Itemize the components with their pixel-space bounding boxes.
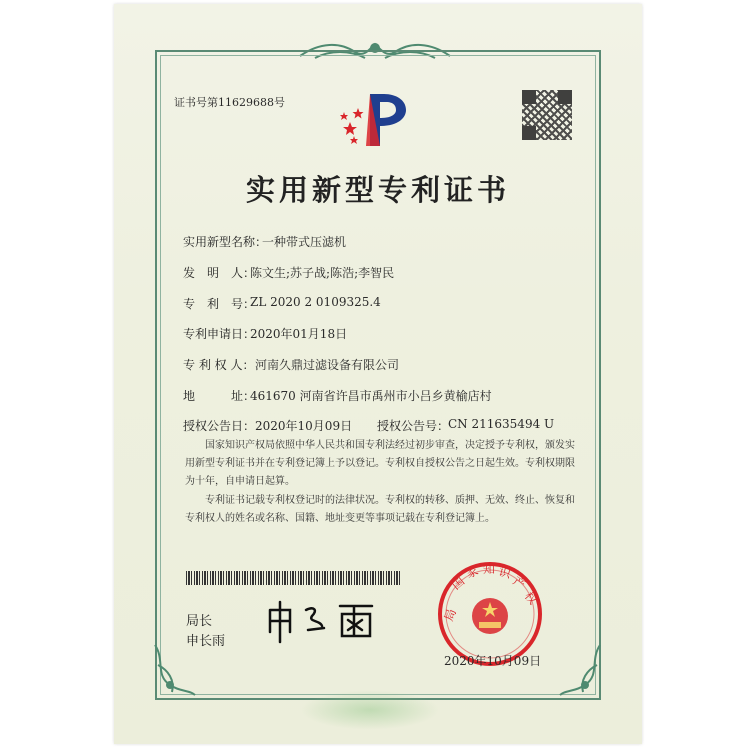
corner-ornament-icon (555, 640, 605, 700)
bottom-watermark (300, 690, 440, 730)
svg-text:知: 知 (483, 562, 496, 576)
field-value-filing-date: 2020年01月18日 (250, 327, 348, 341)
certificate-number: 证书号第11629688号 (174, 96, 285, 109)
field-value-address: 461670 河南省许昌市禹州市小吕乡黄榆店村 (250, 389, 492, 403)
field-value-name: 一种带式压滤机 (262, 235, 347, 249)
corner-ornament-icon (150, 640, 200, 700)
qr-code-icon (522, 90, 572, 140)
signature-title: 局长 (186, 614, 213, 629)
national-emblem-icon (472, 598, 508, 634)
seal-date: 2020年10月09日 (444, 654, 542, 668)
handwritten-signature (262, 596, 382, 646)
field-value-inventors: 陈文生;苏子战;陈浩;李智民 (250, 266, 395, 280)
grant-number-label: 授权公告号： (377, 419, 450, 433)
body-paragraph: 国家知识产权局依照中华人民共和国专利法经过初步审查，决定授予专利权，颁发实用新型专利证书并在专利登记簿上予以登记。专利权自授权公告之日起生效。专利权期限为十年，自申请日起算。 (185, 440, 575, 487)
body-paragraph: 专利证书记载专利权登记时的法律状况。专利权的转移、质押、无效、终止、恢复和专利权人的姓名或名称、国籍、地址变更等事项记载在专利登记簿上。 (185, 495, 575, 524)
field-label-filing-date: 专利申请日： (183, 327, 256, 341)
page-title: 实用新型专利证书 (245, 173, 510, 207)
grant-number-value: CN 211635494 U (448, 417, 555, 431)
field-value-patent-no: ZL 2020 2 0109325.4 (250, 295, 381, 309)
field-label-inventors: 发 明 人： (183, 266, 256, 280)
field-label-name: 实用新型名称： (183, 235, 268, 249)
svg-text:国: 国 (448, 573, 468, 593)
svg-text:家: 家 (463, 563, 481, 581)
svg-text:识: 识 (497, 564, 513, 582)
svg-text:权: 权 (521, 588, 541, 608)
grant-date-value: 2020年10月09日 (255, 419, 353, 433)
grant-date-label: 授权公告日： (183, 419, 256, 433)
svg-text:局: 局 (441, 606, 459, 624)
svg-text:产: 产 (510, 573, 529, 592)
signature-name: 申长雨 (186, 634, 226, 649)
field-label-address: 地 址： (183, 389, 256, 403)
cnipa-logo-icon (336, 90, 416, 150)
field-label-patent-no: 专 利 号： (183, 297, 256, 311)
field-value-patentee: 河南久鼎过滤设备有限公司 (255, 358, 400, 372)
field-label-patentee: 专 利 权 人： (183, 358, 255, 372)
barcode-icon (186, 571, 401, 585)
